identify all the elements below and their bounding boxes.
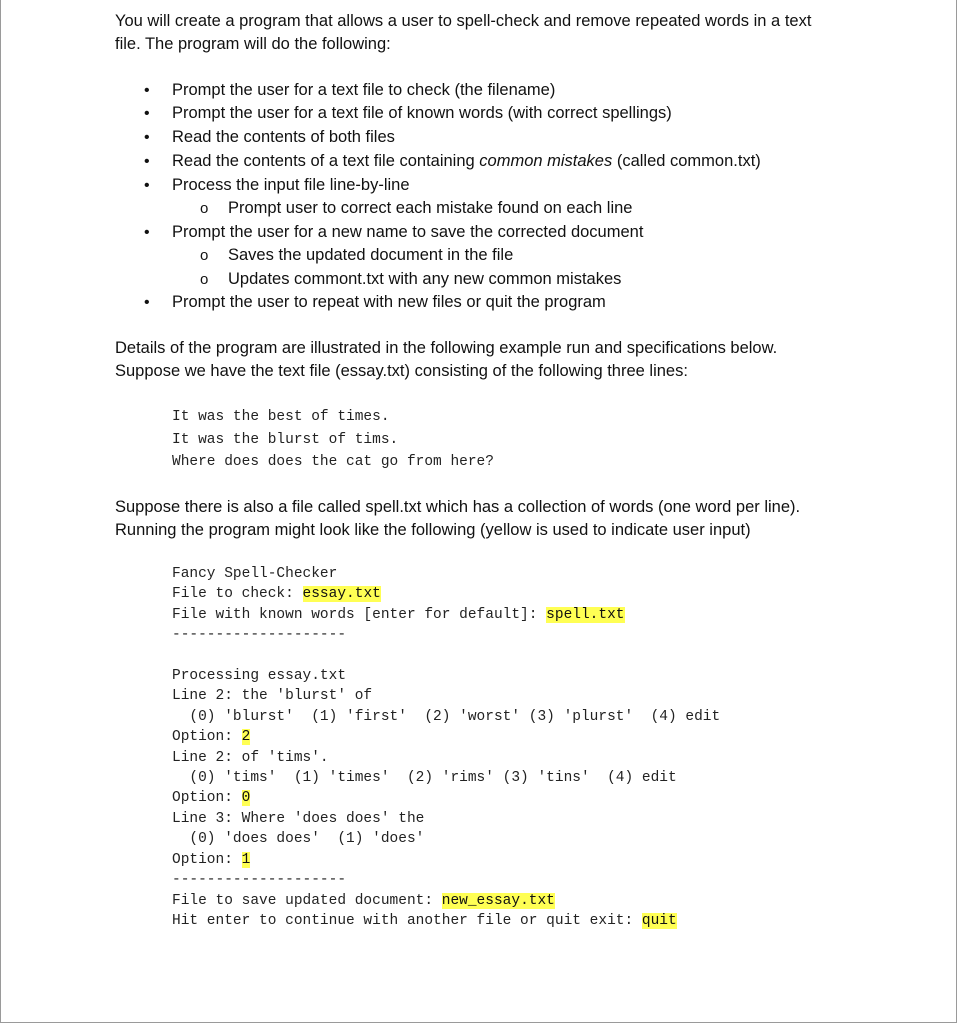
list-item: Prompt the user for a text file to check (the filename) (172, 81, 556, 99)
details-line-2: Suppose we have the text file (essay.txt) consisting of the following three lines: (115, 362, 688, 380)
bullet-icon: • (144, 177, 150, 194)
processing-line: Processing essay.txt (172, 668, 347, 685)
user-input-highlight: 2 (241, 729, 251, 746)
options-line: (0) 'tims' (1) 'times' (2) 'rims' (3) 'tins' (4) edit (172, 770, 677, 787)
list-item (172, 150, 761, 173)
list-item: Prompt the user for a new name to save the corrected document (172, 223, 644, 241)
bullet-icon: • (144, 224, 150, 241)
intro-line-1: You will create a program that allows a user to spell-check and remove repeated words in a text (115, 12, 812, 30)
essay-code-block (172, 406, 494, 474)
code-line: It was the best of times. (172, 409, 390, 425)
example-run-block (172, 564, 720, 931)
sub-list-item: Updates commont.txt with any new common mistakes (228, 270, 622, 288)
line-report: Line 2: of 'tims'. (172, 749, 329, 766)
option-label: Option: (172, 851, 242, 868)
circle-bullet-icon: o (200, 271, 209, 288)
list-item: Prompt the user to repeat with new files or quit the program (172, 293, 606, 311)
circle-bullet-icon: o (200, 247, 209, 264)
bullet-icon: • (144, 129, 150, 146)
sub-list-item: Prompt user to correct each mistake found on each line (228, 199, 633, 217)
intro-line-2: file. The program will do the following: (115, 35, 391, 53)
spell-line-2: Running the program might look like the following (yellow is used to indicate user input) (115, 521, 751, 539)
save-prompt: File to save updated document: (172, 892, 442, 909)
continue-prompt: Hit enter to continue with another file or quit exit: (172, 912, 642, 929)
intro-paragraph (115, 10, 875, 56)
option-label: Option: (172, 790, 242, 807)
list-item: Prompt the user for a text file of known words (with correct spellings) (172, 104, 672, 122)
options-line: (0) 'does does' (1) 'does' (172, 831, 425, 848)
divider: -------------------- (172, 627, 347, 644)
run-title: Fancy Spell-Checker (172, 566, 338, 582)
user-input-highlight: quit (641, 912, 677, 929)
code-line: Where does does the cat go from here? (172, 454, 494, 470)
line-report: Line 2: the 'blurst' of (172, 688, 373, 705)
sub-list-item: Saves the updated document in the file (228, 246, 514, 264)
line-report: Line 3: Where 'does does' the (172, 810, 425, 827)
bullet-icon: • (144, 153, 150, 170)
list-item: Process the input file line-by-line (172, 176, 410, 194)
user-input-highlight: 1 (241, 851, 251, 868)
code-line: It was the blurst of tims. (172, 431, 399, 448)
spell-line-1: Suppose there is also a file called spell.txt which has a collection of words (one word per line). (115, 498, 801, 516)
user-input-highlight: essay.txt (302, 586, 381, 603)
known-prompt: File with known words [enter for default]: (172, 606, 547, 623)
user-input-highlight: 0 (241, 790, 251, 807)
list-item-text: (called common.txt) (612, 152, 761, 170)
options-line: (0) 'blurst' (1) 'first' (2) 'worst' (3) 'plurst' (4) edit (172, 708, 721, 725)
user-input-highlight: new_essay.txt (441, 892, 555, 909)
divider: -------------------- (172, 872, 347, 889)
option-label: Option: (172, 729, 242, 746)
spell-paragraph (115, 496, 875, 542)
emphasis-text: common mistakes (479, 152, 613, 170)
bullet-icon: • (144, 82, 150, 99)
bullet-icon: • (144, 105, 150, 122)
circle-bullet-icon: o (200, 200, 209, 217)
details-paragraph (115, 337, 875, 383)
details-line-1: Details of the program are illustrated in the following example run and specifications below. (115, 339, 778, 357)
file-prompt: File to check: (172, 586, 303, 603)
list-item: Read the contents of both files (172, 128, 395, 146)
list-item-text: Read the contents of a text file containing (172, 152, 480, 170)
bullet-icon: • (144, 294, 150, 311)
user-input-highlight: spell.txt (546, 606, 625, 623)
